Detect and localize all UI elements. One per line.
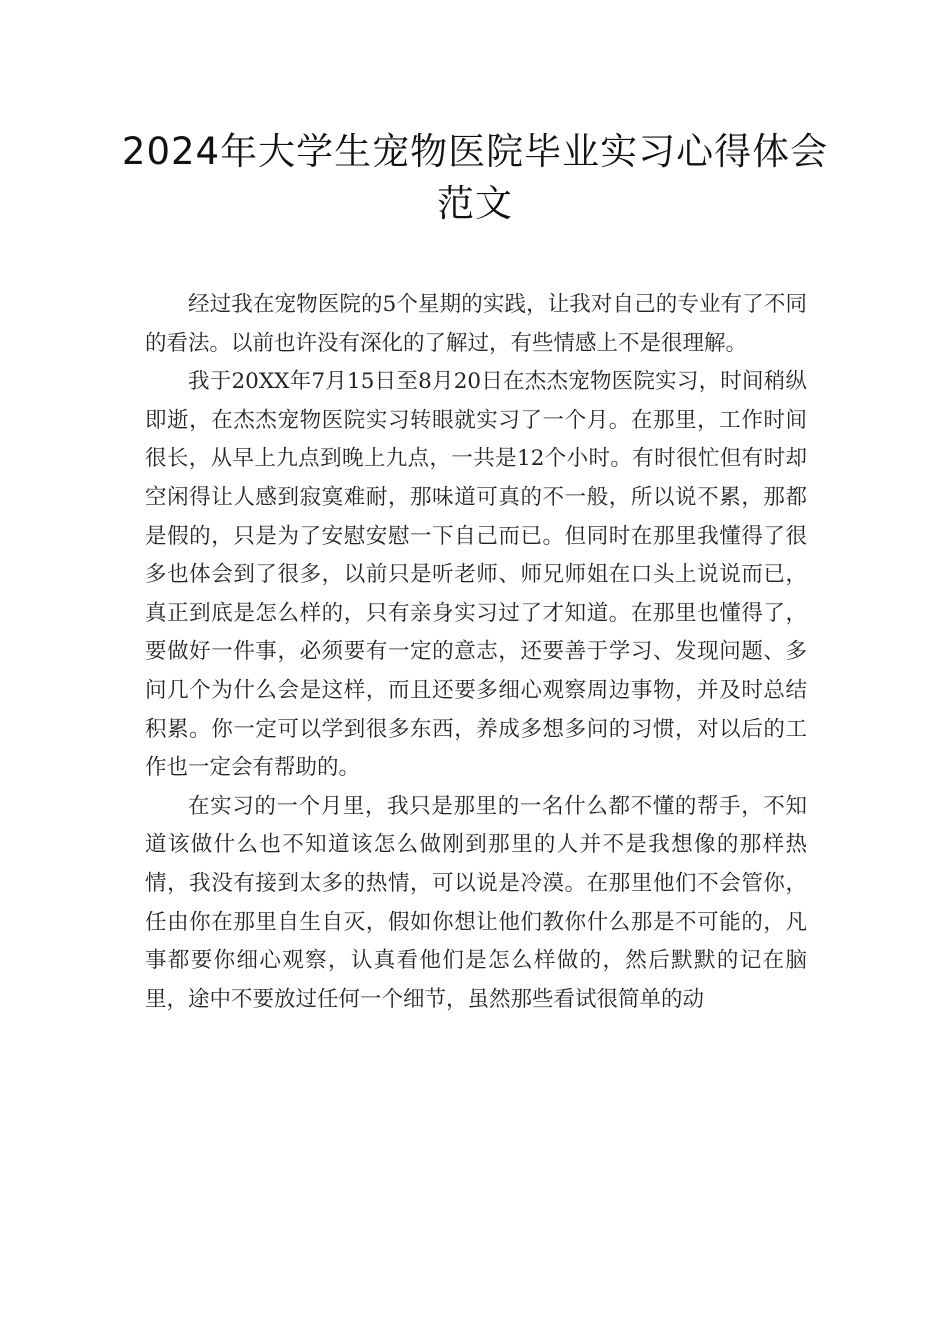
document-body — [145, 286, 807, 1019]
document-title: 2024年大学生宠物医院毕业实习心得体会范文 — [121, 130, 829, 225]
paragraph-2: 我于20XX年7月15日至8月20日在杰杰宠物医院实习，时间稍纵即逝，在杰杰宠物医院实习转眼就实习了一个月。在那里，工作时间很长，从早上九点到晚上九点，一共是12个小时。有时很忙但有时却空闲得让人感到寂寞难耐，那味道可真的不一般，所以说不累，那都是假的，只是为了安慰安慰一下自己而已。但同时在那里我懂得了很多也体会到了很多，以前只是听老师、师兄师姐在口头上说说而已，真正到底是怎么样的，只有亲身实习过了才知道。在那里也懂得了，要做好一件事，必须要有一定的意志，还要善于学习、发现问题、多问几个为什么会是这样，而且还要多细心观察周边事物，并及时总结积累。你一定可以学到很多东西，养成多想多问的习惯，对以后的工作也一定会有帮助的。 — [145, 369, 807, 781]
paragraph-1: 经过我在宠物医院的5个星期的实践，让我对自己的专业有了不同的看法。以前也许没有深化的了解过，有些情感上不是很理解。 — [145, 292, 807, 356]
paragraph-3: 在实习的一个月里，我只是那里的一名什么都不懂的帮手，不知道该做什么也不知道该怎么做刚到那里的人并不是我想像的那样热情，我没有接到太多的热情，可以说是冷漠。在那里他们不会管你，任由你在那里自生自灭，假如你想让他们教你什么那是不可能的，凡事都要你细心观察，认真看他们是怎么样做的，然后默默的记在脑里，途中不要放过任何一个细节，虽然那些看试很简单的动 — [145, 793, 807, 1012]
